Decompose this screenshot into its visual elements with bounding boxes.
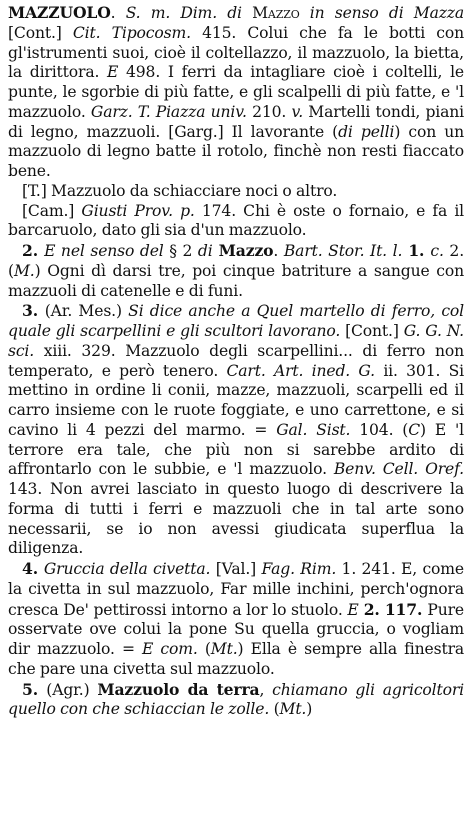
text-run: 5. [22, 679, 47, 699]
text-run: ) E 'l terrore era tale, che più non si sarebbe ardito di affrontarlo con le subbie, e 'l mazzuolo. [8, 420, 464, 479]
text-run: Mt. [279, 700, 307, 719]
text-run: (Ar. Mes.) [44, 302, 129, 321]
text-run: 143. Non avrei lasciato in questo luogo di descrivere la forma di tutti i ferri e mazzuoli che in tal arte sono necessarii, se io non avessi giudicata superflua la diligenza. [8, 480, 464, 558]
text-run: 4. [22, 559, 44, 578]
text-run: Fag. Rim. [261, 560, 337, 578]
text-run: c. [430, 242, 444, 260]
text-run: E [107, 63, 119, 82]
text-run: Gruccia della civetta. [43, 560, 211, 578]
text-run: 210. [246, 102, 292, 121]
text-run: . [273, 242, 284, 260]
text-run: ( [269, 700, 280, 719]
entry-subsense-nut-mallet [8, 182, 464, 202]
text-run: E nel senso del [44, 242, 164, 260]
text-run: ) Ogni dì darsi tre, poi cinque batriture a sangue con mazzuoli di catenelle e di funi. [8, 261, 464, 300]
text-run: . [110, 4, 126, 22]
text-run: Mazzo [252, 4, 300, 22]
entry-sense-2 [8, 241, 464, 301]
text-run: 415. Colui che fa le botti con gl'istrumenti suoi, cioè il coltellazzo, il mazzuolo, la bietta, la dirittora. [8, 23, 464, 82]
text-run: Garz. T. Piazza univ. [90, 102, 247, 121]
text-run: Cart. Art. ined. G. [226, 361, 375, 380]
text-run: Giusti Prov. p. [81, 201, 195, 220]
entry-sense-5 [8, 680, 464, 721]
text-run: Gal. Sist. [276, 420, 351, 439]
text-run: chiamano gli agricoltori quello con che schiaccian le zolle. [8, 680, 464, 719]
text-run: S. m. Dim. di [125, 4, 253, 22]
text-run: [T.] Mazzuolo da schiacciare noci o altro. [22, 181, 338, 200]
text-run: 1. 241. E, come la civetta in sul mazzuolo, Far mille inchini, perch'ognora cresca De' pettirossi intorno a lor lo stuolo. [8, 560, 464, 619]
text-run: 3. [22, 301, 45, 321]
text-run: Cit. Tipocosm. [72, 23, 191, 42]
text-run: 1. [402, 241, 431, 260]
text-run: Mt. [210, 640, 238, 658]
text-run: [Cont.] [8, 23, 73, 42]
text-run: Pure osservate ove colui la pone Su quella gruccia, o vogliam dir mazzuolo. = [8, 600, 464, 658]
text-run: 2. [22, 241, 45, 260]
entry-proverb [8, 202, 464, 242]
entry-sense-3 [8, 301, 464, 559]
text-run: in senso di Mazza [299, 4, 464, 22]
text-run: Mazzuolo da terra [97, 679, 260, 699]
entry-sense-4 [8, 559, 464, 680]
text-run: ) Ella è sempre alla finestra che pare una civetta sul mazzuolo. [8, 640, 465, 678]
text-run: Si dice anche a Quel martello di ferro, col quale gli scarpellini e gli scultori lavorano. [8, 302, 464, 340]
text-run: E com. [142, 640, 198, 658]
text-run: ( [197, 640, 211, 658]
text-run: Bart. Stor. It. l. [283, 242, 403, 260]
text-run: di [197, 242, 213, 260]
text-run: E [347, 600, 359, 619]
text-run: , [259, 680, 273, 699]
text-run: ) [306, 700, 313, 719]
text-run: ) con un mazzuolo di legno batte il rotolo, finchè non resti fiaccato bene. [8, 122, 464, 180]
text-run: xiii. 329. Mazzuolo degli scarpellini... di ferro non temperato, e però tenero. [8, 341, 464, 380]
text-run: 498. I ferri da intagliare cioè i coltelli, le punte, le sgorbie di più fatte, e gli scalpelli di più fatte, e 'l mazzuolo. [8, 63, 464, 121]
text-run: C [408, 420, 421, 439]
text-run: § 2 [163, 242, 198, 260]
text-run: (Agr.) [46, 680, 98, 699]
text-run: [Cam.] [22, 201, 82, 220]
text-run: Benv. Cell. Oref. [333, 460, 464, 479]
text-run: v. [291, 102, 304, 121]
text-run: [Cont.] [340, 322, 404, 340]
text-run: 2. ( [8, 242, 465, 280]
entry-definition [8, 3, 464, 182]
text-run: G. G. N. sci. [8, 322, 464, 360]
text-run: 2. 117. [358, 599, 428, 619]
text-run: [Val.] [210, 560, 262, 578]
text-run: 174. Chi è oste o fornaio, e fa il barcaruolo, dato gli sia d'un mazzuolo. [8, 201, 464, 240]
text-run: Martelli tondi, piani di legno, mazzuoli. [Garg.] Il lavorante ( [8, 102, 465, 141]
text-run: 104. ( [350, 420, 409, 439]
text-run: MAZZUOLO [8, 3, 111, 22]
text-run: di pelli [338, 122, 395, 141]
text-run: Mazzo [212, 241, 274, 260]
text-run: M. [13, 261, 35, 280]
text-run: ii. 301. Si mettino in ordine li conii, mazze, mazzuoli, scarpelli ed il carro insieme con le ruote foggiate, e uno carrettone, e si cavino li 4 pezzi del marmo. = [8, 361, 464, 439]
